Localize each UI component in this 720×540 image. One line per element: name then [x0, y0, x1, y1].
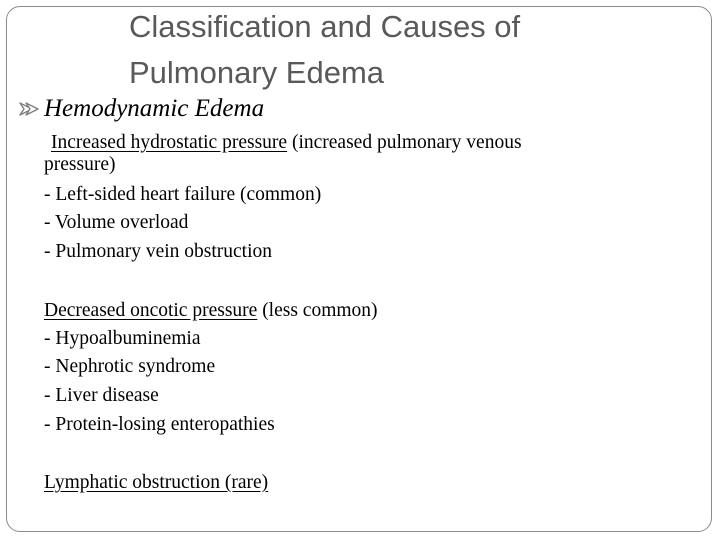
oncotic-suffix: (less common): [257, 300, 378, 321]
list-item: - Hypoalbuminemia: [44, 328, 201, 349]
list-item: - Left-sided heart failure (common): [44, 184, 322, 205]
hydrostatic-continuation: pressure): [44, 154, 116, 175]
list-item: - Pulmonary vein obstruction: [44, 241, 273, 262]
oncotic-label: Decreased oncotic pressure: [44, 300, 258, 321]
hydrostatic-label: Increased hydrostatic pressure: [51, 132, 288, 153]
list-item: - Volume overload: [44, 212, 189, 233]
slide-title: [129, 4, 689, 96]
title-line-2: Pulmonary Edema: [129, 55, 385, 90]
lymphatic-label: Lymphatic obstruction (rare): [44, 472, 269, 493]
section-heading: Hemodynamic Edema: [44, 95, 265, 122]
list-item: - Nephrotic syndrome: [44, 356, 216, 377]
list-item: - Protein-losing enteropathies: [44, 414, 275, 435]
oncotic-line: [44, 296, 378, 325]
hydrostatic-suffix: (increased pulmonary venous: [287, 132, 522, 153]
list-item: - Liver disease: [44, 385, 159, 406]
hydrostatic-line: [51, 128, 522, 157]
title-line-1: Classification and Causes of: [129, 9, 521, 44]
heading-row: [17, 93, 264, 125]
arrow-bullet-icon: [17, 99, 43, 119]
